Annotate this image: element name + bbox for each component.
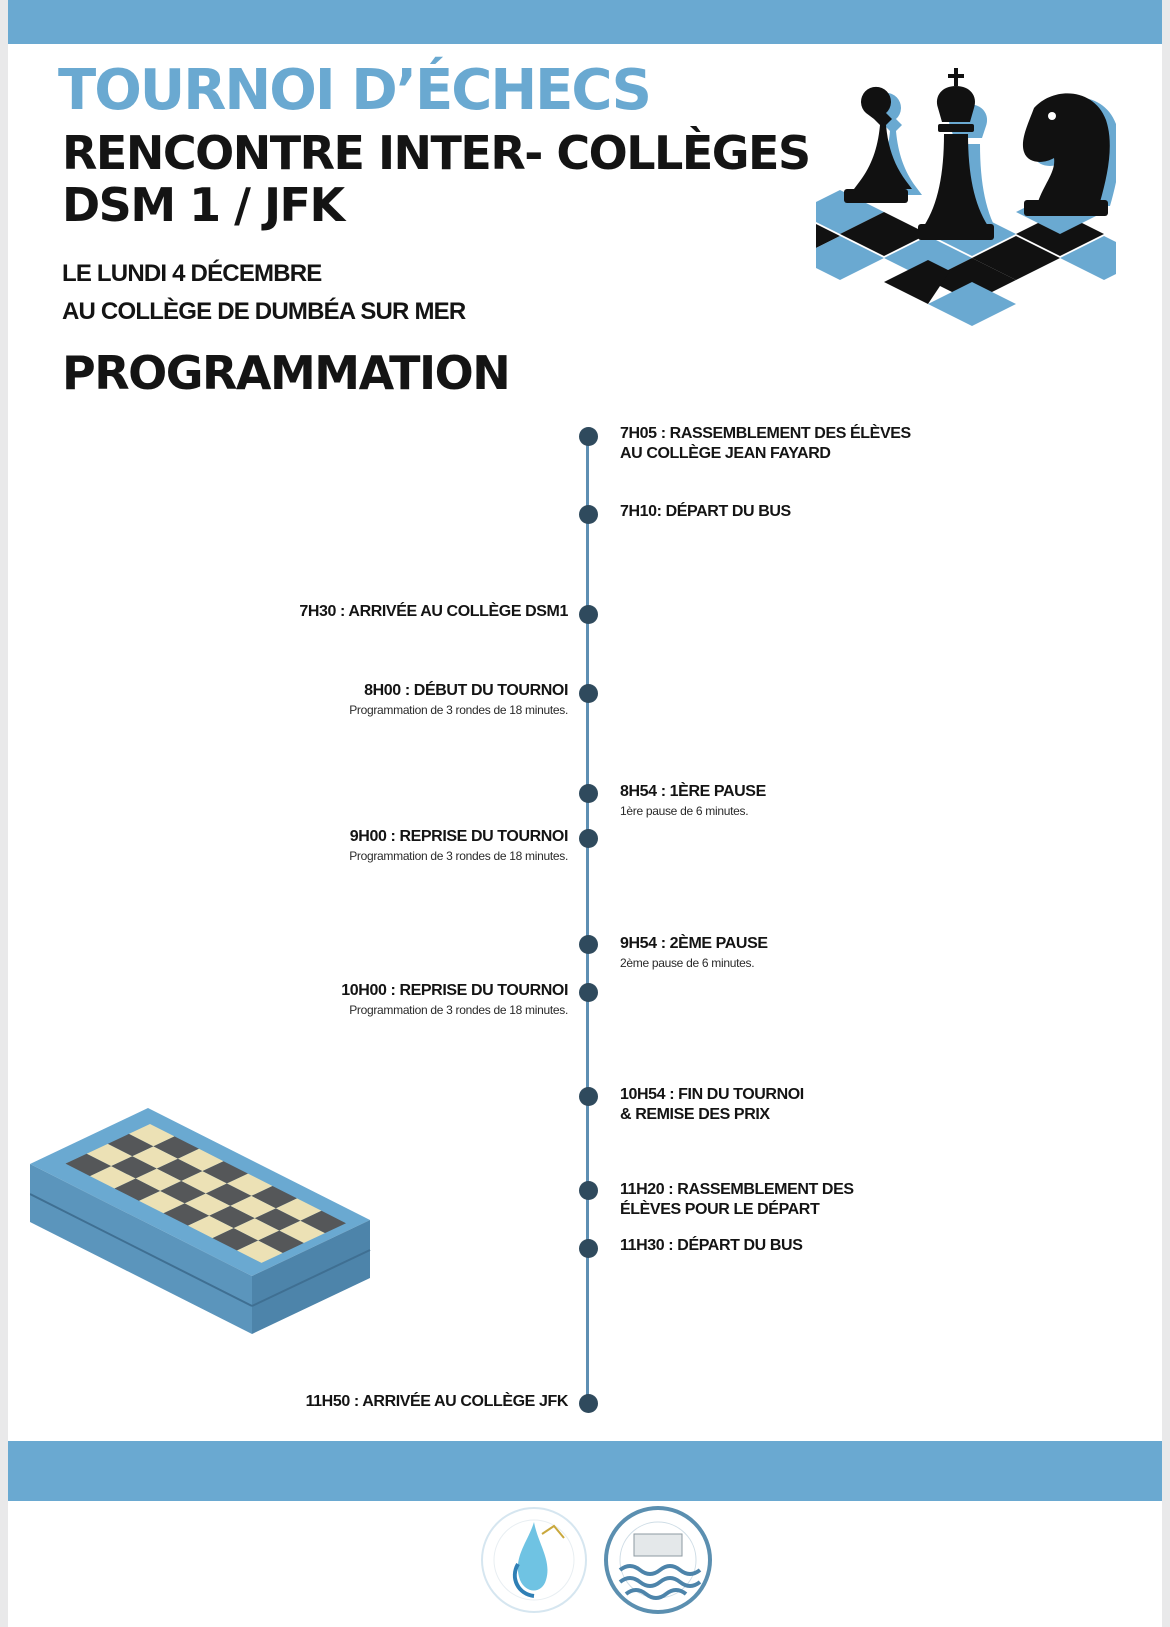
timeline-event-note: 2ème pause de 6 minutes. xyxy=(620,956,755,970)
timeline-event xyxy=(349,827,568,864)
event-date: LE LUNDI 4 DÉCEMBRE xyxy=(62,260,322,287)
poster xyxy=(8,0,1162,1627)
timeline-event-title: 11H20 : RASSEMBLEMENT DES xyxy=(620,1181,854,1198)
subtitle-line-2: DSM 1 / JFK xyxy=(62,178,344,232)
timeline-event-title: 7H05 : RASSEMBLEMENT DES ÉLÈVES xyxy=(620,425,911,442)
timeline-event-note: Programmation de 3 rondes de 18 minutes. xyxy=(349,703,568,717)
timeline-dot xyxy=(579,505,598,524)
timeline-event xyxy=(341,981,568,1018)
timeline-event-title-line2: ÉLÈVES POUR LE DÉPART xyxy=(620,1201,820,1218)
chess-pawn-icon xyxy=(844,87,922,203)
timeline-event-note: Programmation de 3 rondes de 18 minutes. xyxy=(349,849,568,863)
timeline-event xyxy=(620,1236,802,1256)
college-jean-fayard-logo xyxy=(482,1508,586,1612)
timeline-dot xyxy=(579,427,598,446)
timeline-axis xyxy=(586,438,589,1410)
college-dumbea-sur-mer-logo xyxy=(606,1508,710,1612)
timeline-dot xyxy=(579,935,598,954)
timeline-dot xyxy=(579,784,598,803)
timeline-event-title: 7H10: DÉPART DU BUS xyxy=(620,503,791,520)
timeline-event-title: 10H00 : REPRISE DU TOURNOI xyxy=(341,982,568,999)
timeline-event xyxy=(620,1085,804,1125)
timeline-event-title: 11H50 : ARRIVÉE AU COLLÈGE JFK xyxy=(305,1393,568,1410)
chess-pieces-illustration xyxy=(816,68,1116,330)
timeline-event xyxy=(620,424,911,464)
timeline-event-title: 11H30 : DÉPART DU BUS xyxy=(620,1237,803,1254)
timeline-event-note: 1ère pause de 6 minutes. xyxy=(620,804,749,818)
footer-logos xyxy=(478,1504,718,1620)
timeline-event-title: 10H54 : FIN DU TOURNOI xyxy=(620,1086,804,1103)
timeline-dot xyxy=(579,605,598,624)
timeline-dot xyxy=(579,684,598,703)
timeline-dot xyxy=(579,983,598,1002)
timeline-event-title: 9H54 : 2ÈME PAUSE xyxy=(620,935,768,952)
bottom-band xyxy=(8,1441,1162,1501)
timeline-event xyxy=(349,681,568,718)
timeline-dot xyxy=(579,1394,598,1413)
chess-king-icon xyxy=(918,68,1000,240)
section-title: PROGRAMMATION xyxy=(62,346,510,400)
poster-subtitle xyxy=(62,127,810,231)
timeline-event-title: 9H00 : REPRISE DU TOURNOI xyxy=(349,828,568,845)
poster-title: TOURNOI D’ÉCHECS xyxy=(58,58,650,123)
timeline-dot xyxy=(579,1181,598,1200)
timeline-event-note: Programmation de 3 rondes de 18 minutes. xyxy=(349,1003,568,1017)
timeline-event xyxy=(620,782,766,819)
timeline-event xyxy=(306,1392,568,1412)
timeline-event-title: 8H54 : 1ÈRE PAUSE xyxy=(620,783,766,800)
event-venue: AU COLLÈGE DE DUMBÉA SUR MER xyxy=(62,298,466,325)
timeline-event-title-line2: & REMISE DES PRIX xyxy=(620,1106,770,1123)
timeline-dot xyxy=(579,1087,598,1106)
timeline-event xyxy=(620,502,791,522)
subtitle-line-1: RENCONTRE INTER- COLLÈGES xyxy=(62,126,810,180)
timeline-dot xyxy=(579,829,598,848)
timeline-event-title: 7H30 : ARRIVÉE AU COLLÈGE DSM1 xyxy=(299,603,568,620)
timeline-event xyxy=(299,602,568,622)
timeline-event-title: 8H00 : DÉBUT DU TOURNOI xyxy=(364,682,568,699)
timeline-event-title-line2: AU COLLÈGE JEAN FAYARD xyxy=(620,445,831,462)
timeline-event xyxy=(620,934,768,971)
timeline-dot xyxy=(579,1239,598,1258)
top-band xyxy=(8,0,1162,44)
chess-knight-icon xyxy=(1023,93,1116,216)
timeline-event xyxy=(620,1180,854,1220)
chessboard-illustration xyxy=(30,1108,376,1344)
